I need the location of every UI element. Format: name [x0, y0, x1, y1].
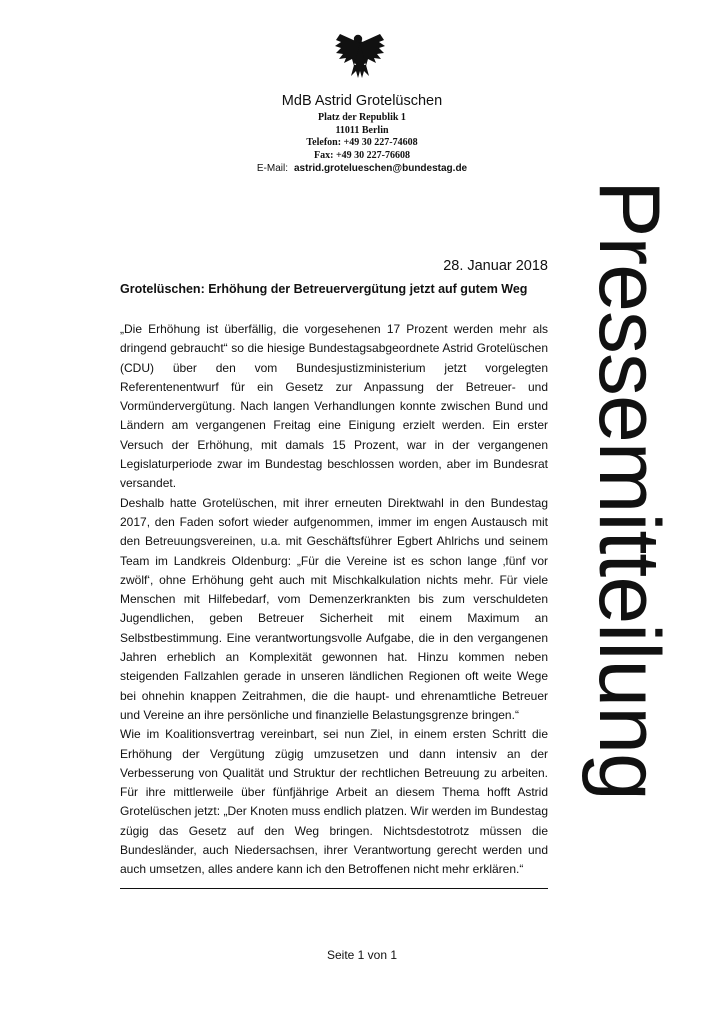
body-paragraph: Deshalb hatte Grotelüschen, mit ihrer erneuten Direktwahl in den Bundestag 2017, den Faden sofort wieder aufgenommen, immer im engen Austausch mit den Betreuungsvereinen, u.a. mit Geschäftsführer Egbert Ahlrichs und seinem Team im Landkreis Oldenburg: „Für die Vereine ist es schon lange ‚fünf vor zwölf‘, ohne Erhöhung geht auch mit Mischkalkulation nichts mehr. Für viele Menschen mit Hilfebedarf, vom Demenzerkrankten bis zum verschuldeten Jugendlichen, geben Betreuer Sicherheit mit einem Maximum an Selbstbestimmung. Eine verantwortungsvolle Aufgabe, die in den vergangenen Jahren erheblich an Komplexität gewonnen hat. Hinzu kommen neben steigenden Fallzahlen gerade in unseren ländlichen Regionen oft weite Wege bei ohnehin knappen Zeitrahmen, die die haupt- und ehrenamtliche Betreuer und Vereine an ihre persönliche und finanzielle Belastungsgrenze bringen.“ — [120, 495, 548, 722]
email-address[interactable]: astrid.grotelueschen@bundestag.de — [294, 163, 468, 175]
phone-number: Telefon: +49 30 227-74608 — [306, 137, 418, 149]
member-name: MdB Astrid Grotelüschen — [281, 93, 443, 109]
body-paragraph: Wie im Koalitionsvertrag vereinbart, sei nun Ziel, in einem ersten Schritt die Erhöhung der Vergütung zügig umzusetzen und dann intensiv an der Verbesserung von Qualität und Struktur der rechtlichen Betreuung zu arbeiten. Für ihre mittlerweile über fünfjährige Arbeit an diesem Thema hofft Astrid Grotelüschen jetzt: „Der Knoten muss endlich platzen. Wir werden im Bundestag zügig das Gesetz auf den Weg bringen. Nichtsdestotrotz müssen die Bundesländer, auch Niedersachsen, ihrer Verantwortung gerecht werden und auch umsetzen, alles andere kann ich den Betroffenen nicht mehr erklären.“ — [120, 727, 548, 877]
email-label: E-Mail: — [256, 163, 288, 175]
page-number: Seite 1 von 1 — [326, 948, 398, 962]
address-street: Platz der Republik 1 — [318, 112, 406, 124]
email-line — [180, 163, 544, 176]
headline: Grotelüschen: Erhöhung der Betreuervergütung jetzt auf gutem Weg — [120, 282, 528, 296]
release-date: 28. Januar 2018 — [443, 258, 548, 274]
vertical-title-text: Pressemitteilung — [581, 180, 677, 800]
federal-eagle-icon — [332, 28, 388, 80]
body-text — [120, 320, 548, 880]
fax-number: Fax: +49 30 227-76608 — [314, 149, 410, 161]
address-city: 11011 Berlin — [335, 124, 389, 136]
vertical-title — [574, 120, 684, 860]
body-paragraph: „Die Erhöhung ist überfällig, die vorgesehenen 17 Prozent werden mehr als dringend gebraucht“ so die hiesige Bundestagsabgeordnete Astrid Grotelüschen (CDU) über den vom Bundesjustizministerium jetzt vorgelegten Referentenentwurf für ein Gesetz zur Anpassung der Betreuer- und Vormündervergütung. Nach langen Verhandlungen konnte zwischen Bund und Ländern am vergangenen Freitag eine Einigung erzielt werden. Ein erster Versuch der Erhöhung, mit damals 15 Prozent, war in der vergangenen Legislaturperiode zwar im Bundestag beschlossen worden, aber im Bundesrat versandet. — [120, 322, 548, 491]
footer-divider — [120, 888, 548, 889]
letterhead — [180, 92, 544, 176]
